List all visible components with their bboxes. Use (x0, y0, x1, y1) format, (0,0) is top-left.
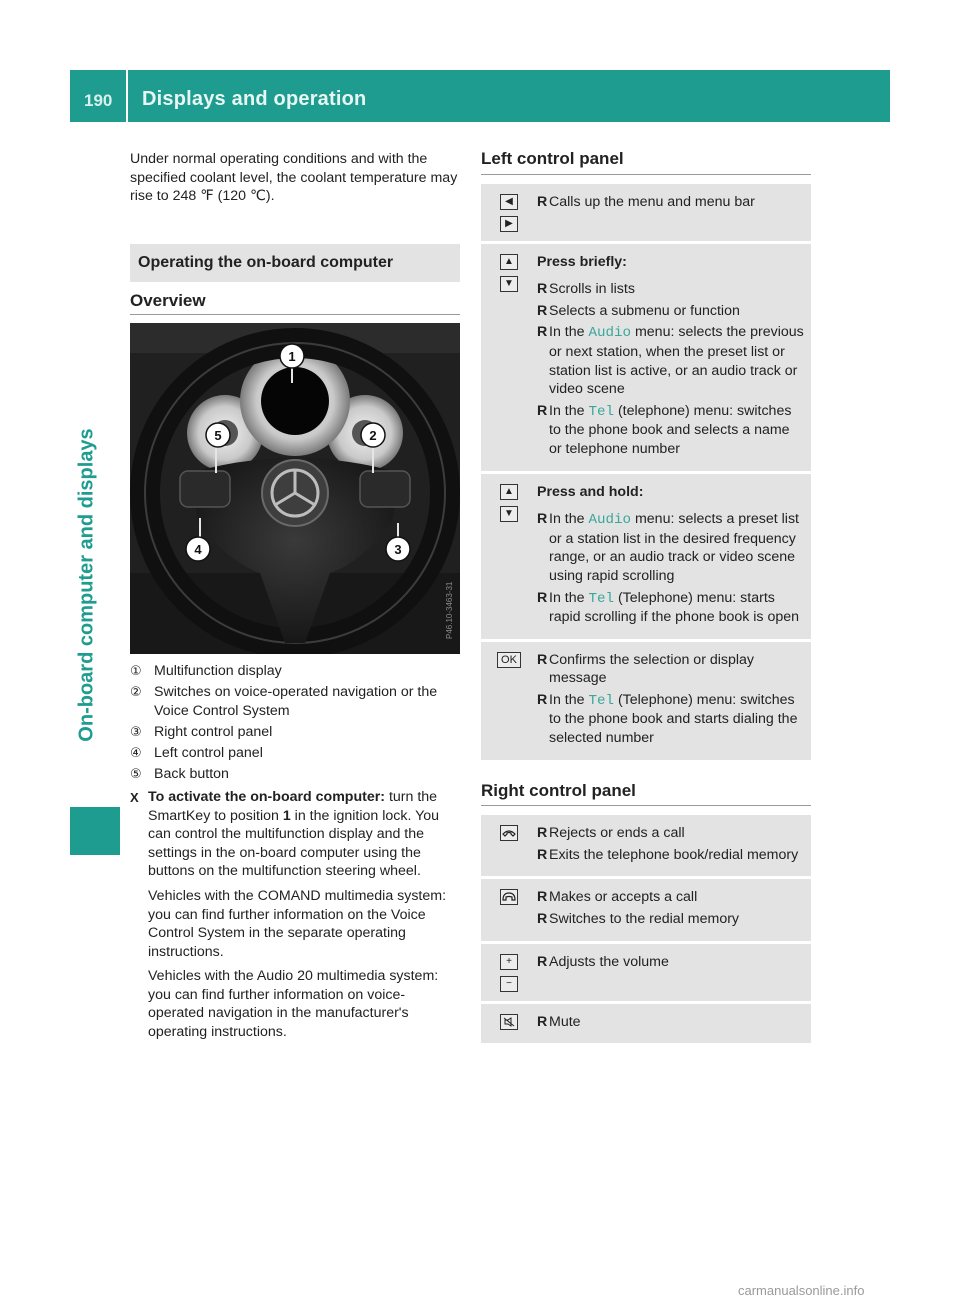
steering-wheel-illustration (130, 323, 460, 654)
callout-4: 4 (194, 542, 202, 558)
mute-icon (500, 1014, 518, 1030)
end-call-icon (500, 825, 518, 841)
control-row-accept-call: R Makes or accepts a call R Switches to the redial memory (481, 879, 811, 940)
overview-heading: Overview (130, 292, 460, 316)
step-paragraph-audio20: Vehicles with the Audio 20 multimedia system: you can find further information on voice-operated navigation in the manufacturer's operating instructions. (148, 968, 439, 1041)
right-arrow-key-icon: ▶ (500, 216, 518, 232)
legend-item: ④ Left control panel (130, 745, 263, 762)
step-paragraph-comand: Vehicles with the COMAND multimedia system: you can find further information on the Voice Control System in the separate operating instructions. (148, 887, 447, 960)
page-header (70, 70, 890, 122)
right-control-panel-heading: Right control panel (481, 782, 811, 807)
up-arrow-key-icon: ▲ (500, 484, 518, 500)
control-row-end-call: R Rejects or ends a call R Exits the telephone book/redial memory (481, 815, 811, 876)
chapter-title: On-board computer and displays (75, 428, 98, 742)
callout-5: 5 (214, 428, 222, 444)
left-column (130, 150, 460, 1048)
section-title: Operating the on-board computer (130, 244, 460, 282)
up-arrow-key-icon: ▲ (500, 254, 518, 270)
intro-paragraph: Under normal operating conditions and with the specified coolant level, the coolant temperature may rise to 248 ℉ (120 ℃). (130, 151, 458, 205)
page-number: 190 (84, 91, 113, 110)
header-divider (126, 70, 128, 122)
callout-3: 3 (394, 542, 402, 558)
right-column (481, 150, 811, 1046)
step-paragraph: To activate the on-board computer: turn the SmartKey to position 1 in the ignition lock. You can control the multifunction display and the settings in the on-board computer using the buttons on the multifunction steering wheel. (148, 788, 440, 880)
steering-wheel-photo (130, 323, 460, 654)
watermark: carmanualsonline.info (738, 1283, 865, 1298)
left-control-panel-heading: Left control panel (481, 150, 811, 175)
control-row-ok: OK R Confirms the selection or display message R In the Tel (Telephone) menu: switches to the phone book and starts dialing the selected number (481, 642, 811, 760)
page-title: Displays and operation (142, 88, 367, 110)
down-arrow-key-icon: ▼ (500, 506, 518, 522)
chapter-marker (70, 807, 120, 855)
left-arrow-key-icon: ◀ (500, 194, 518, 210)
legend-list (130, 662, 460, 784)
legend-item: ① Multifunction display (130, 663, 282, 680)
step-arrow-icon: X (130, 789, 139, 805)
control-row-press-briefly: ▲ ▼ Press briefly: R Scrolls in lists R Selects a submenu or function R In the Audio menu: selects the previous or next station, when the preset list or station list is active, or an audio track or video scene R In the Tel (telephone) menu: switches to the phone book and selects a name or telephone number (481, 244, 811, 471)
accept-call-icon (500, 889, 518, 905)
photo-code: P46.10-3463-31 (445, 581, 454, 640)
ok-key-icon: OK (497, 652, 521, 668)
callout-2: 2 (369, 428, 377, 444)
control-row-menu: ◀ ▶ R Calls up the menu and menu bar (481, 184, 811, 241)
control-row-mute: R Mute (481, 1004, 811, 1044)
legend-item: ③ Right control panel (130, 724, 273, 741)
legend-item: ② Switches on voice-operated navigation or the Voice Control System (130, 684, 438, 720)
instruction-step (130, 788, 460, 1048)
volume-plus-icon: + (500, 954, 518, 970)
volume-minus-icon: − (500, 976, 518, 992)
control-row-press-hold: ▲ ▼ Press and hold: R In the Audio menu: selects a preset list or a station list in the desired frequency range, or an audio track or video scene using rapid scrolling R In the Tel (Telephone) menu: starts rapid scrolling if the phone book is open (481, 474, 811, 639)
down-arrow-key-icon: ▼ (500, 276, 518, 292)
control-row-volume: + − R Adjusts the volume (481, 944, 811, 1001)
legend-item: ⑤ Back button (130, 766, 229, 783)
callout-1: 1 (288, 349, 296, 365)
